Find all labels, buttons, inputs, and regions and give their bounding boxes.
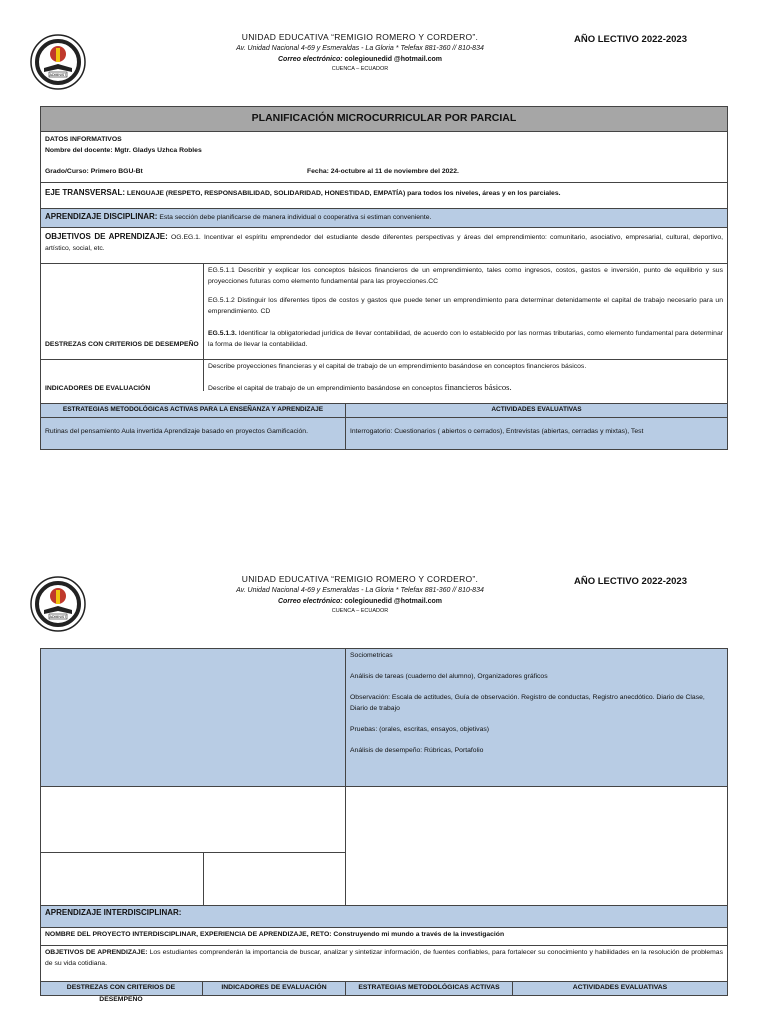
col-destrezas: DESTREZAS CON CRITERIOS DE DESEMPEÑO: [66, 984, 176, 1003]
email-label: Correo electrónico:: [278, 598, 343, 605]
datos-label: DATOS INFORMATIVOS: [45, 136, 122, 143]
school-address: Av. Unidad Nacional 4-69 y Esmeraldas - La Gloria * Telefax 881-360 // 810-834: [236, 45, 484, 52]
aprendizaje-label: APRENDIZAJE DISCIPLINAR:: [45, 212, 158, 221]
act-2: Análisis de tareas (cuaderno del alumno), Organizadores gráficos: [350, 673, 548, 680]
svg-text:ADMINIST: ADMINIST: [49, 615, 67, 619]
act-5: Análisis de desempeño: Rúbricas, Portafolio: [350, 747, 484, 754]
destrezas-label: DESTREZAS CON CRITERIOS DE DESEMPEÑO: [45, 341, 199, 348]
email: colegiounedid @hotmail.com: [344, 598, 442, 605]
eje-label: EJE TRANSVERSAL:: [45, 188, 126, 197]
objetivos-label: OBJETIVOS DE APRENDIZAJE:: [45, 232, 168, 241]
grado: Grado/Curso: Primero BGU-Bt: [45, 168, 143, 175]
email: colegiounedid @hotmail.com: [344, 56, 442, 63]
school-logo: [30, 576, 86, 632]
destreza-3: Identificar la obligatoriedad jurídica de llevar contabilidad, de acuerdo con lo establecido por las normas tributarias, como elemento fundamental para determinar la forma de llevar la contabilidad.: [208, 330, 724, 348]
docente: Nombre del docente: Mgtr. Gladys Uzhca Robles: [45, 147, 202, 154]
indicador-1: Describe proyecciones financieras y el capital de trabajo de un emprendimiento basándose en conceptos financieros básicos.: [208, 363, 587, 370]
city: CUENCA – ECUADOR: [331, 608, 389, 614]
destreza-2: EG.5.1.2 Distinguir los diferentes tipos de costos y gastos que puede tener un emprendimiento para determinar detenidamente el capital de trabajo necesario para un emprendimiento. CD: [208, 297, 723, 315]
planning-table-continued: [40, 648, 728, 1003]
act-4: Pruebas: (orales, escritas, ensayos, objetivas): [350, 726, 490, 733]
proyecto: NOMBRE DEL PROYECTO INTERDISCIPLINAR, EXPERIENCIA DE APRENDIZAJE, RETO: Construyendo mi mundo a través de la investigación: [45, 931, 505, 938]
email-label: Correo electrónico:: [278, 56, 343, 63]
school-year: AÑO LECTIVO 2022-2023: [574, 576, 687, 587]
objetivos-2-label: OBJETIVOS DE APRENDIZAJE:: [45, 949, 148, 956]
school-name: UNIDAD EDUCATIVA “REMIGIO ROMERO Y CORDERO”.: [241, 32, 479, 42]
city: CUENCA – ECUADOR: [331, 66, 389, 72]
interdisciplinar-label: APRENDIZAJE INTERDISCIPLINAR:: [45, 908, 182, 917]
activities-list: [346, 649, 727, 786]
destreza-3-code: EG.5.1.3.: [208, 330, 237, 337]
estrategias-text: Rutinas del pensamiento Aula invertida Aprendizaje basado en proyectos Gamificación.: [41, 418, 345, 449]
col-actividades: ACTIVIDADES EVALUATIVAS: [572, 984, 668, 991]
school-name: UNIDAD EDUCATIVA “REMIGIO ROMERO Y CORDERO”.: [241, 574, 479, 584]
indicadores-label: INDICADORES DE EVALUACIÓN: [45, 385, 151, 392]
svg-text:ADMINIST: ADMINIST: [49, 73, 67, 77]
planning-title: PLANIFICACIÓN MICROCURRICULAR POR PARCIAL: [41, 107, 727, 131]
objetivos-2-text: Los estudiantes comprenderán la importancia de buscar, analizar y sintetizar información, de fuentes confiables, para fortalecer su conocimiento y habilidades en la resolución de problemas de su vida cotidiana.: [45, 949, 723, 967]
actividades-header: ACTIVIDADES EVALUATIVAS: [346, 404, 727, 417]
col-indicadores: INDICADORES DE EVALUACIÓN: [221, 984, 327, 991]
actividades-text: Interrogatorio: Cuestionarios ( abiertos o cerrados), Entrevistas (abiertas, cerradas y mixtas), Test: [346, 418, 727, 449]
school-year: AÑO LECTIVO 2022-2023: [574, 34, 687, 45]
col-estrategias: ESTRATEGIAS METODOLÓGICAS ACTIVAS: [358, 984, 500, 991]
page-header-1: [0, 30, 768, 100]
indicador-2: Describe el capital de trabajo de un emprendimiento basándose en conceptos: [208, 385, 445, 392]
school-logo: [30, 34, 86, 90]
aprendizaje-text: Esta sección debe planificarse de manera individual o cooperativa si estiman conveniente.: [159, 214, 432, 221]
destreza-1: EG.5.1.1 Describir y explicar los conceptos básicos financieros de un emprendimiento, tales como ingresos, costos, gastos e inversión, punto de equilibrio y sus proyecciones futuras como elemento fundamental para las proyecciones.CC: [208, 267, 723, 285]
fecha: Fecha: 24-octubre al 11 de noviembre del 2022.: [307, 168, 459, 175]
eje-text: LENGUAJE (RESPETO, RESPONSABILIDAD, SOLIDARIDAD, HONESTIDAD, EMPATÍA) para todos los niveles, áreas y en los parciales.: [126, 190, 561, 197]
act-1: Sociometricas: [350, 652, 393, 659]
planning-table: PLANIFICACIÓN MICROCURRICULAR POR PARCIAL DATOS INFORMATIVOS Nombre del docente: Mgtr. Gladys Uzhca Robles Grado/Curso: Primero BGU-Bt Fecha: 24-octubre al 11 de noviembre del 2022. EJE TRANSVERSAL: LENGUAJE (RESPETO, RESPONSABILIDAD, SOLIDARIDAD, HONESTIDAD, EMPATÍA) para todos los niveles, áreas y en los parciales. APRENDIZAJE DISCIPLINAR: Esta sección debe planificarse de manera individual o cooperativa si estiman conveniente. OBJETIVOS DE APRENDIZAJE: OG.EG.1. Incentivar el espíritu emprendedor del estudiante desde diferentes perspectivas y áreas del emprendimiento: comunitario, asociativo, empresarial, cultural, deportivo, artístico, social, etc. DESTREZAS CON CRITERIOS DE DESEMPEÑO EG.5.1.1 Describir y explicar los conceptos básicos financieros de un emprendimiento, tales como ingresos, costos, gastos e inversión, punto de equilibrio y sus proyecciones futuras como elemento fundamental para las proyecciones.CC EG.5.1.2 Distinguir los diferentes tipos de costos y gastos que puede tener un emprendimiento para determinar detenidamente el capital de trabajo necesario para un emprendimiento. CD EG.5.1.3. Identificar la obligatoriedad jurídica de llevar contabilidad, de acuerdo con lo establecido por las normas tributarias, como elemento fundamental para determinar la forma de llevar la contabilidad. INDICADORES DE EVALUACIÓN Describe proyecciones financieras y el capital de trabajo de un emprendimiento basándose en conceptos financieros básicos. Describe el capital de trabajo de un emprendimiento basándose en conceptos financieros básicos. ESTRATEGIAS METODOLÓGICAS ACTIVAS PARA LA ENSEÑANZA Y APRENDIZAJE ACTIVIDADES EVALUATIVAS Rutinas del pensamiento Aula invertida Aprendizaje basado en proyectos Gamificación. Interrogatorio: Cuestionarios ( abiertos o cerrados), Entrevistas (abiertas, cerradas y mixtas), Test: [40, 106, 728, 450]
act-3: Observación: Escala de actitudes, Guía de observación. Registro de conductas, Registro anecdótico. Diario de Clase, Diario de trabajo: [350, 694, 705, 712]
estrategias-header: ESTRATEGIAS METODOLÓGICAS ACTIVAS PARA LA ENSEÑANZA Y APRENDIZAJE: [41, 404, 345, 417]
objetivos-text: OG.EG.1. Incentivar el espíritu emprendedor del estudiante desde diferentes perspectivas y áreas del emprendimiento: comunitario, asociativo, empresarial, cultural, deportivo, artístico, social, etc.: [45, 234, 724, 252]
school-address: Av. Unidad Nacional 4-69 y Esmeraldas - La Gloria * Telefax 881-360 // 810-834: [236, 587, 484, 594]
page-header-2: [0, 572, 768, 642]
